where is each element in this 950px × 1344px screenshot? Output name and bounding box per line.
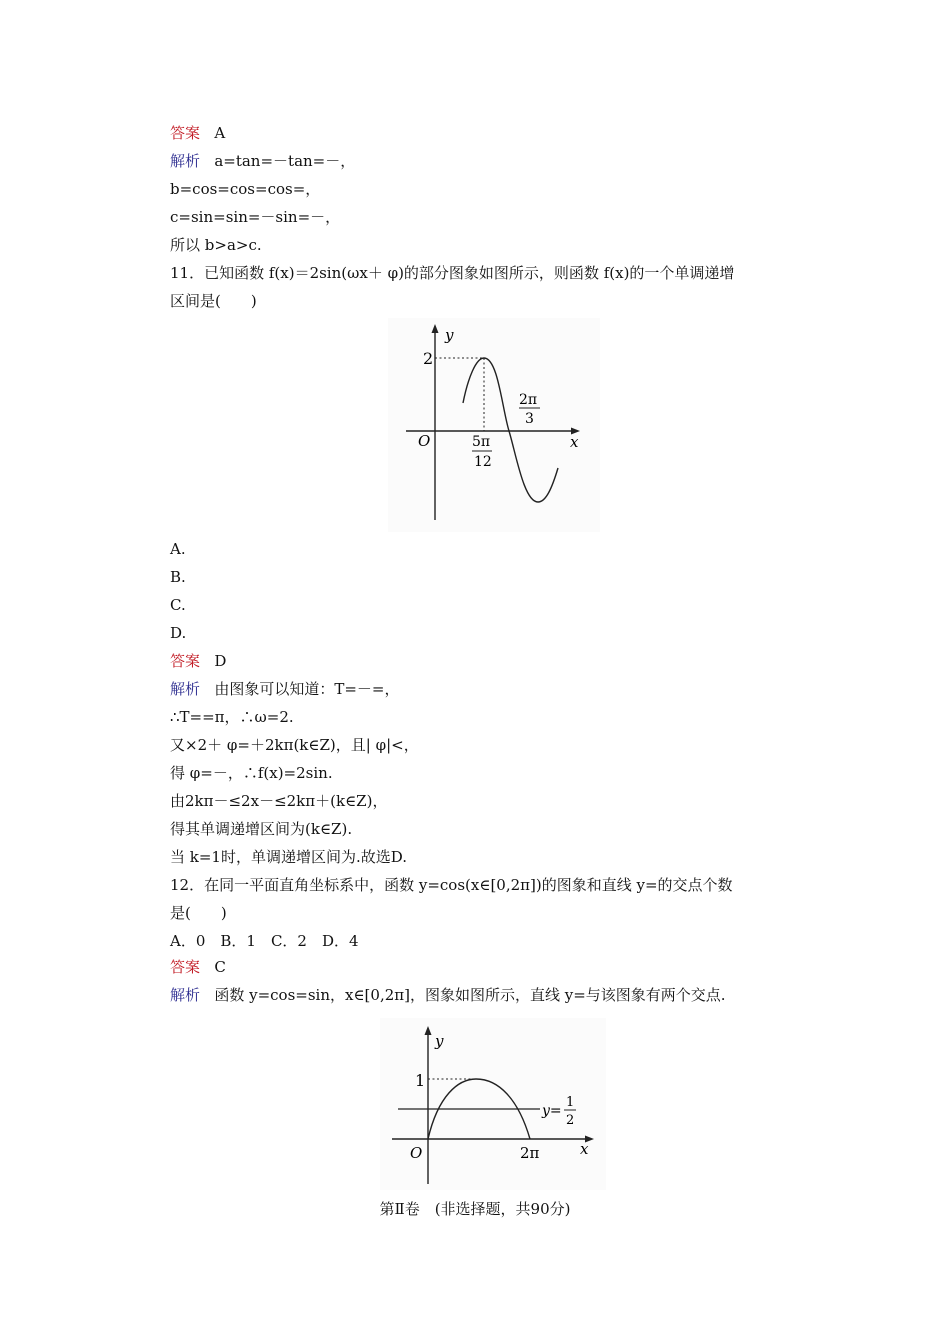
q11-answer-label: 答案	[170, 652, 201, 670]
q10-answer-row	[170, 123, 225, 143]
q12-y-label: y	[435, 1032, 444, 1050]
q10-answer-value: A	[214, 124, 226, 142]
q11-analysis-first: 由图象可以知道：T=－=，	[214, 680, 400, 698]
q11-graph	[388, 318, 600, 532]
q11-analysis-line-1: ∴T==π，∴ω=2.	[170, 708, 294, 726]
q12-stem-line-2: 是( )	[170, 904, 227, 922]
q11-xtick1-den: 12	[474, 454, 492, 470]
q11-answer-value: D	[214, 652, 227, 670]
q12-figure	[380, 1018, 606, 1190]
q12-options: A．0 B．1 C．2 D．4	[170, 932, 359, 950]
q12-analysis-label: 解析	[170, 986, 201, 1004]
q11-xtick2-den: 3	[525, 411, 534, 427]
q11-option-b: B.	[170, 568, 186, 586]
q11-stem-line-1: 11．已知函数 f(x)＝2sin(ωx＋ φ)的部分图象如图所示，则函数 f(x)的一个单调递增	[170, 264, 735, 282]
q12-line-den: 2	[566, 1113, 575, 1128]
q12-answer-label: 答案	[170, 958, 201, 976]
q12-answer-row	[170, 957, 226, 977]
q11-analysis-line-3: 得 φ=－，∴f(x)=2sin.	[170, 764, 333, 782]
q10-analysis-line-2: b=cos=cos=cos=，	[170, 180, 321, 198]
q12-answer-value: C	[214, 958, 226, 976]
q10-answer-label: 答案	[170, 124, 201, 142]
q12-origin-label: O	[410, 1144, 423, 1162]
q11-analysis-line-6: 当 k=1时，单调递增区间为.故选D.	[170, 848, 407, 866]
q11-origin-label: O	[418, 432, 431, 450]
q11-stem-line-2: 区间是( )	[170, 292, 257, 310]
q12-line-num: 1	[566, 1095, 575, 1110]
q10-analysis-line-3: c=sin=sin=－sin=－，	[170, 208, 341, 226]
q11-option-c: C.	[170, 596, 186, 614]
q11-option-a: A.	[170, 540, 186, 558]
q11-option-d: D.	[170, 624, 187, 642]
q10-analysis-line-1: a=tan=－tan=－，	[214, 152, 356, 170]
q12-line-label: y=	[542, 1103, 562, 1119]
q11-analysis-row	[170, 679, 399, 699]
q10-analysis-line-4: 所以 b>a>c.	[170, 236, 262, 254]
q12-analysis-row	[170, 985, 726, 1005]
q12-x-tick-2pi: 2π	[520, 1144, 540, 1162]
q11-analysis-line-4: 由2kπ－≤2x－≤2kπ＋(k∈Z)，	[170, 792, 388, 810]
q11-y-tick-2: 2	[423, 349, 434, 368]
q12-stem-line-1: 12．在同一平面直角坐标系中，函数 y=cos(x∈[0,2π])的图象和直线 y=的交点个数	[170, 876, 733, 894]
q11-analysis-line-5: 得其单调递增区间为(k∈Z).	[170, 820, 353, 838]
q11-answer-row	[170, 651, 226, 671]
q12-y-tick-1: 1	[415, 1071, 426, 1090]
q11-xtick2-num: 2π	[519, 392, 538, 408]
section-caption: 第Ⅱ卷 (非选择题，共90分)	[379, 1200, 571, 1218]
q11-analysis-label: 解析	[170, 680, 201, 698]
q12-analysis-text: 函数 y=cos=sin，x∈[0,2π]，图象如图所示，直线 y=与该图象有两个交点.	[214, 986, 726, 1004]
q12-x-label: x	[580, 1140, 589, 1158]
q11-xtick1-num: 5π	[472, 434, 491, 450]
q10-analysis-row	[170, 151, 355, 171]
q11-analysis-line-2: 又×2＋ φ=＋2kπ(k∈Z)，且| φ|<，	[170, 736, 419, 754]
q11-figure	[388, 318, 600, 532]
q12-graph	[380, 1018, 606, 1190]
q11-y-label: y	[445, 326, 454, 344]
q10-analysis-label: 解析	[170, 152, 201, 170]
q11-x-label: x	[570, 433, 579, 451]
